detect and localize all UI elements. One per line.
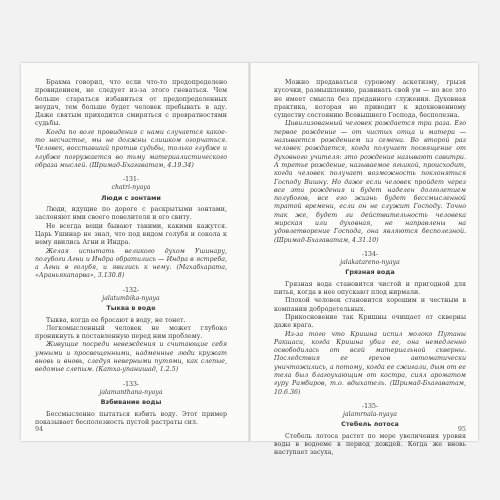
section-title: Стебель лотоса [341,420,399,429]
section-number: -131- [123,176,139,184]
paragraph: Грязная вода становится чистой и пригодной для питья, когда в нее опускают плод нирмали. [274,280,466,297]
paragraph: Плохой человек становится хорошим и честным в компании добродетельных. [274,297,466,313]
quote-paragraph: Живущие посреди невеждения и считающие себя умными и просвещенными, надменные люди кружат вновь и вновь, следуя неверными путями, как слепые, ведомые слепым. (Катха-упанишад, 1.2.5) [35,341,227,374]
section-title: Грязная вода [345,268,395,277]
section-transliteration: jalamrnala-nyaya [343,411,397,419]
paragraph: Легкомысленный человек не может глубоко проникнуть в поставленную перед ним проблему. [35,324,227,341]
section-number: -133- [123,380,139,388]
quote-paragraph: Из-за того что Кришна испил молоко Путаны Ракшаси, когда Кришна убил ее, она немедленно освободилась от всей материальной скверны. Последствия ее грехов автоматически уничтожились, а потому, когда ее сжигали, дым от ее тела был благоухающим от костра, сиял ароматом гуру Рамбиров, т.о. вдыхатель. (Шримад-Бхагаватам, 10.6.36) [274,330,466,396]
section-133-header [35,381,227,407]
page-number-right: 95 [457,425,466,433]
section-transliteration: jalamanthana-nyaya [99,388,163,396]
section-title: Люди с зонтами [101,193,161,202]
quote-paragraph: Цивилизованный человек рождается три раза. Его первое рождение — от чистых отца и матери — называется рождением из семени. Во второй раз человек рождается, когда получает посвящение от духовного учителя: это рождение называют савитри. А третье рождение, называемое ягьикой, происходит, когда человек получает возможность поклоняться Господу Вишну. Но даже если человек пройдет через все эти рождения и будет наделен долголетием полубогов, все его жизнь будет бессмысленной тратой времени, если он не служит Господу. Точно так же, будет ли действительность человека мирская или духовная, не направлены на удовлетворение Господа, она являются бесполезной. (Шримад-Бхагаватам, 4.31.10) [274,120,466,244]
quote-paragraph: Желая испытать великого духом Ушинару, полубоги Агни и Индра обратились — Индра в ястреба, а Агни в голубя, и явились к нему. (Махабхарата, «Араньякапарва», 3.130.8) [35,247,227,280]
section-131-header [35,176,227,202]
paragraph: Люди, идущие по дороге с раскрытыми зонтами, заслоняют ими своего повелителя и его свиту. [35,206,227,222]
section-134-header [274,251,466,277]
section-135-header [274,403,466,429]
paragraph: Прикосновение так Кришны очищает от скверны даже врага. [274,313,466,330]
left-page [35,79,227,427]
paragraph: Стебель лотоса растет по мере увеличения уровня воды в водоеме в период дождей. Когда же вновь наступает засуха, [274,432,466,457]
section-transliteration: jalatumbika-nyaya [102,294,160,302]
paragraph: Бессмысленно пытаться взбить воду. Этот пример показывает бесполезность пустой растраты сил. [35,410,227,426]
section-transliteration: jalakatareno-nyaya [340,259,400,267]
paragraph: Тыква, когда ее бросают в воду, не тонет. [46,316,186,324]
paragraph: Можно предаваться суровому аскетизму, грызя кусочки, размышлению, развивать свой ум — но все это не имеет смысла без преданного служения. Духовная практика, которая не приводит к вдохновенному существу состоянию Всевышнего Господа, бесполезна. [274,79,466,120]
book-gutter [248,63,251,441]
paragraph: Брахма говорил, что если что-то предопределено провидением, не следует из-за этого гневаться. Чем больше стараться избавиться от предопределенных неудач, тем больше будет человек пребывать в аду. Даже святым приходится смиряться с превратностями судьбы. [35,79,227,128]
section-number: -134- [362,250,378,258]
section-transliteration: chatri-nyaya [111,184,151,192]
section-title: Тыква в воде [106,304,156,313]
section-title: Взбивание воды [100,398,162,407]
right-page [274,79,466,458]
paragraph: Не всегда вещи бывают такими, какими кажутся. Царь Ушинар не знал, что под видом голубя и сокола к нему явились Агни и Индра. [35,222,227,247]
section-number: -135- [362,402,378,410]
section-132-header [35,287,227,313]
book-spread [21,63,478,457]
quote-paragraph: Когда по воле провидения с нами случается какое-то несчастье, мы не должны слишком огорчаться. Человек, восставший против судьбы, только глубже и глубже погружается во тьму материалистического образа мыслей. (Шримад-Бхагаватам, 4.19.34) [35,128,227,169]
page-number-left: 94 [35,425,44,433]
section-number: -132- [123,286,139,294]
